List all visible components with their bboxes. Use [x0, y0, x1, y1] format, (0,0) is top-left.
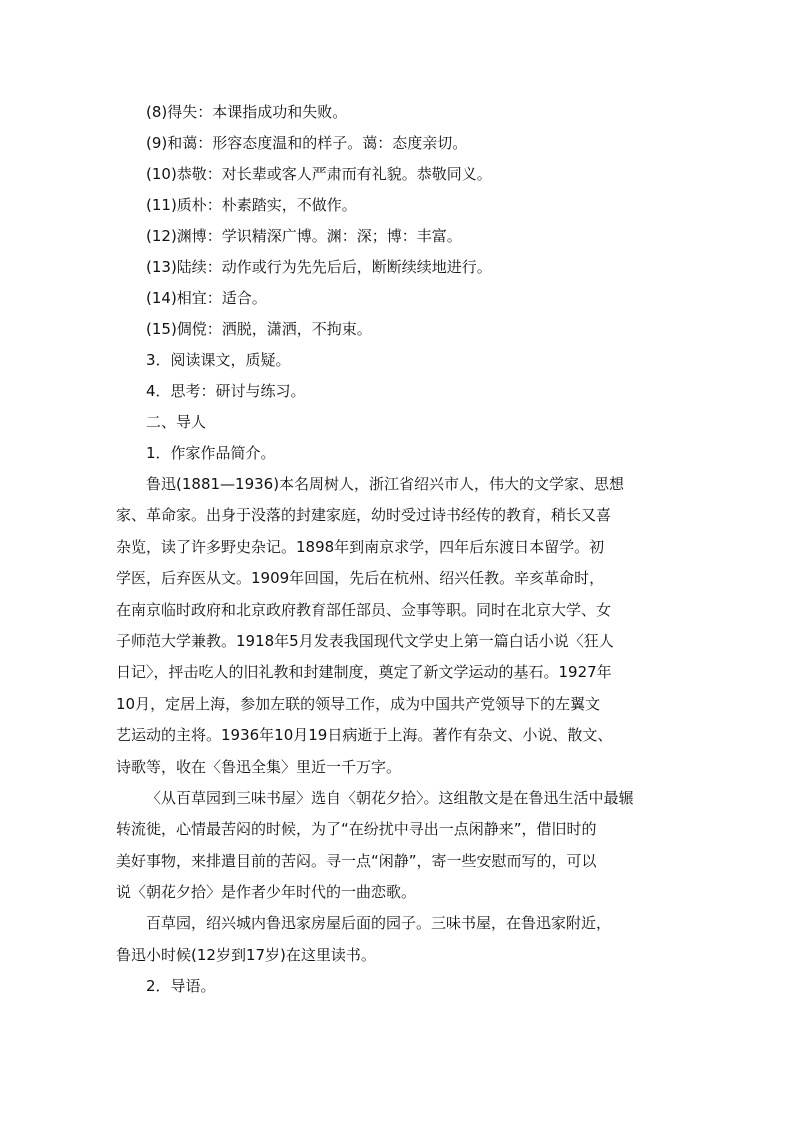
paragraph-line: 艺运动的主将。1936年10月19日病逝于上海。著作有杂文、小说、散文、: [116, 726, 613, 745]
paragraph-line: 10月，定居上海，参加左联的领导工作，成为中国共产党领导下的左翼文: [116, 694, 601, 713]
paragraph-luxun-bio: [116, 469, 684, 783]
vocab-item: (12)渊博：学识精深广博。渊：深；博：丰富。: [146, 227, 462, 245]
sub-heading-author-intro: 1．作家作品简介。: [146, 444, 276, 462]
step-list: [116, 345, 684, 407]
paragraph-line: 说〈朝花夕拾〉是作者少年时代的一曲恋歌。: [116, 883, 417, 902]
paragraph-line: 家、革命家。出身于没落的封建家庭，幼时受过诗书经传的教育，稍长又喜: [116, 506, 612, 525]
document-body: [116, 97, 684, 1002]
paragraph-line: 百草园，绍兴城内鲁迅家房屋后面的园子。三味书屋，在鲁迅家附近，: [146, 914, 612, 933]
vocab-item: (8)得失：本课指成功和失败。: [146, 103, 348, 121]
paragraph-line: 杂览，读了许多野史杂记。1898年到南京求学，四年后东渡日本留学。初: [116, 537, 605, 556]
step-item: 4．思考：研讨与练习。: [146, 382, 306, 400]
sub-heading-intro-speech: 2．导语。: [146, 977, 216, 996]
paragraph-line: 〈从百草园到三味书屋〉选自〈朝花夕拾〉。这组散文是在鲁迅生活中最辗: [146, 788, 634, 807]
paragraph-line: 子师范大学兼教。1918年5月发表我国现代文学史上第一篇白话小说〈狂人: [116, 631, 614, 650]
paragraph-line: 日记〉，抨击吃人的旧礼教和封建制度，奠定了新文学运动的基石。1927年: [116, 663, 612, 682]
paragraph-line: 转流徙，心情最苦闷的时候，为了“在纷扰中寻出一点闲静来”，借旧时的: [116, 820, 597, 839]
paragraph-work-intro: [116, 783, 684, 909]
vocab-item: (13)陆续：动作或行为先先后后，断断续续地进行。: [146, 258, 492, 276]
vocab-item: (11)质朴：朴素踏实，不做作。: [146, 196, 357, 214]
vocab-item: (14)相宜：适合。: [146, 289, 267, 307]
paragraph-line: 鲁迅小时候(12岁到17岁)在这里读书。: [116, 945, 376, 964]
vocab-item: (9)和蔼：形容态度温和的样子。蔼：态度亲切。: [146, 134, 468, 152]
paragraph-line: 诗歌等，收在〈鲁迅全集〉里近一千万字。: [116, 757, 402, 776]
paragraph-garden-intro: [116, 908, 684, 971]
paragraph-line: 在南京临时政府和北京政府教育部任部员、佥事等职。同时在北京大学、女: [116, 600, 612, 619]
paragraph-line: 美好事物，来排遣目前的苦闷。寻一点“闲静”，寄一些安慰而写的，可以: [116, 851, 597, 870]
section-heading: 二、导人: [146, 413, 207, 431]
vocab-item: (15)倜傥：洒脱，潇洒，不拘束。: [146, 320, 372, 338]
vocab-item: (10)恭敬：对长辈或客人严肃而有礼貌。恭敬同义。: [146, 165, 492, 183]
step-item: 3．阅读课文，质疑。: [146, 351, 291, 369]
paragraph-line: 鲁迅(1881—1936)本名周树人，浙江省绍兴市人，伟大的文学家、思想: [146, 475, 625, 493]
paragraph-line: 学医，后弃医从文。1909年回国，先后在杭州、绍兴任教。辛亥革命时，: [116, 569, 605, 588]
vocabulary-list: [116, 97, 684, 345]
